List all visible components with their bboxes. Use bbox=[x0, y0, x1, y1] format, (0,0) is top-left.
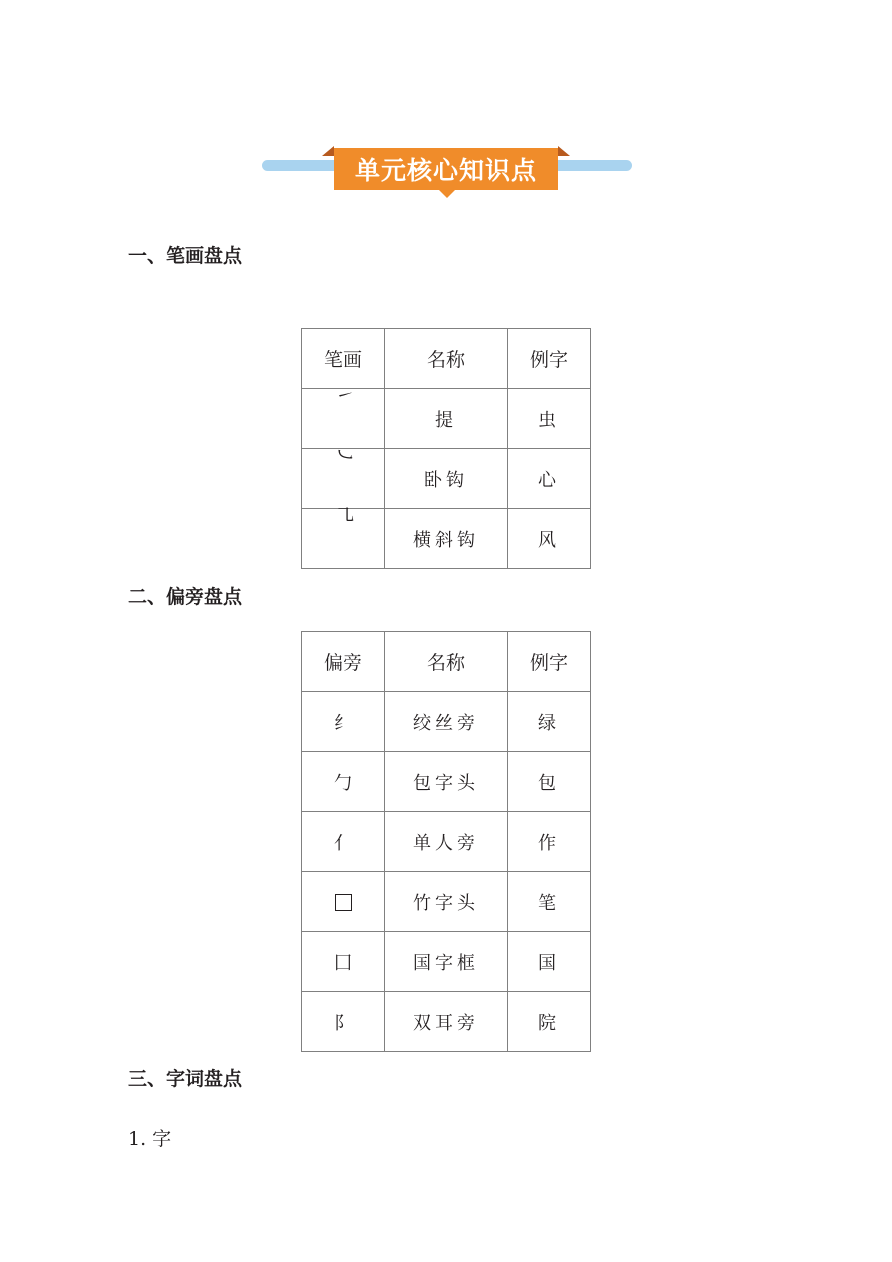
banner-fold-right bbox=[558, 146, 570, 156]
radical-cell: 囗 bbox=[302, 932, 385, 992]
radical-name-cell: 单人旁 bbox=[385, 812, 508, 872]
example-char-cell: 虫 bbox=[508, 389, 591, 449]
banner-plate bbox=[334, 148, 558, 190]
radical-name-cell: 竹字头 bbox=[385, 872, 508, 932]
radical-name-cell: 绞丝旁 bbox=[385, 692, 508, 752]
radical-cell: 纟 bbox=[302, 692, 385, 752]
strokes-table bbox=[301, 328, 591, 569]
table-row bbox=[302, 932, 591, 992]
table-header-row bbox=[302, 329, 591, 389]
table-row bbox=[302, 692, 591, 752]
radical-name-cell: 包字头 bbox=[385, 752, 508, 812]
table-row bbox=[302, 752, 591, 812]
radical-cell: 勹 bbox=[302, 752, 385, 812]
stroke-cell bbox=[302, 383, 385, 449]
table-row bbox=[302, 992, 591, 1052]
stroke-cell bbox=[302, 443, 385, 509]
stroke-glyph: ㇃ bbox=[335, 443, 355, 467]
table-header-row bbox=[302, 632, 591, 692]
example-char-cell: 国 bbox=[508, 932, 591, 992]
stroke-name-cell: 横斜钩 bbox=[385, 509, 508, 569]
table-header-cell: 笔画 bbox=[302, 329, 385, 389]
stroke-name-cell: 卧钩 bbox=[385, 449, 508, 509]
example-char-cell: 笔 bbox=[508, 872, 591, 932]
stroke-cell bbox=[302, 503, 385, 569]
radical-cell bbox=[302, 872, 385, 932]
banner-title: 单元核心知识点 bbox=[354, 156, 537, 185]
missing-glyph-box-icon bbox=[335, 894, 352, 911]
banner-tip bbox=[439, 190, 455, 198]
table-row bbox=[302, 449, 591, 509]
table-row bbox=[302, 872, 591, 932]
table-header-cell: 偏旁 bbox=[302, 632, 385, 692]
radical-cell: 亻 bbox=[302, 812, 385, 872]
table-header-cell: 名称 bbox=[385, 329, 508, 389]
table-row bbox=[302, 509, 591, 569]
example-char-cell: 包 bbox=[508, 752, 591, 812]
radical-name-cell: 双耳旁 bbox=[385, 992, 508, 1052]
table-header-cell: 名称 bbox=[385, 632, 508, 692]
stroke-name-cell: 提 bbox=[385, 389, 508, 449]
table-header-cell: 例字 bbox=[508, 632, 591, 692]
example-char-cell: 心 bbox=[508, 449, 591, 509]
stroke-glyph: ㇈ bbox=[335, 503, 355, 527]
section-heading-strokes: 一、笔画盘点 bbox=[128, 245, 243, 267]
example-char-cell: 作 bbox=[508, 812, 591, 872]
radical-name-cell: 国字框 bbox=[385, 932, 508, 992]
subsection-characters: 1. 字 bbox=[128, 1128, 172, 1150]
example-char-cell: 院 bbox=[508, 992, 591, 1052]
section-heading-radicals: 二、偏旁盘点 bbox=[128, 586, 243, 608]
stroke-glyph: ㇀ bbox=[335, 383, 355, 407]
table-row bbox=[302, 389, 591, 449]
table-header-cell: 例字 bbox=[508, 329, 591, 389]
example-char-cell: 绿 bbox=[508, 692, 591, 752]
example-char-cell: 风 bbox=[508, 509, 591, 569]
title-banner bbox=[262, 146, 632, 200]
section-heading-words: 三、字词盘点 bbox=[128, 1068, 243, 1090]
radical-cell: 阝 bbox=[302, 992, 385, 1052]
banner-fold-left bbox=[322, 146, 334, 156]
radicals-table bbox=[301, 631, 591, 1052]
table-row bbox=[302, 812, 591, 872]
